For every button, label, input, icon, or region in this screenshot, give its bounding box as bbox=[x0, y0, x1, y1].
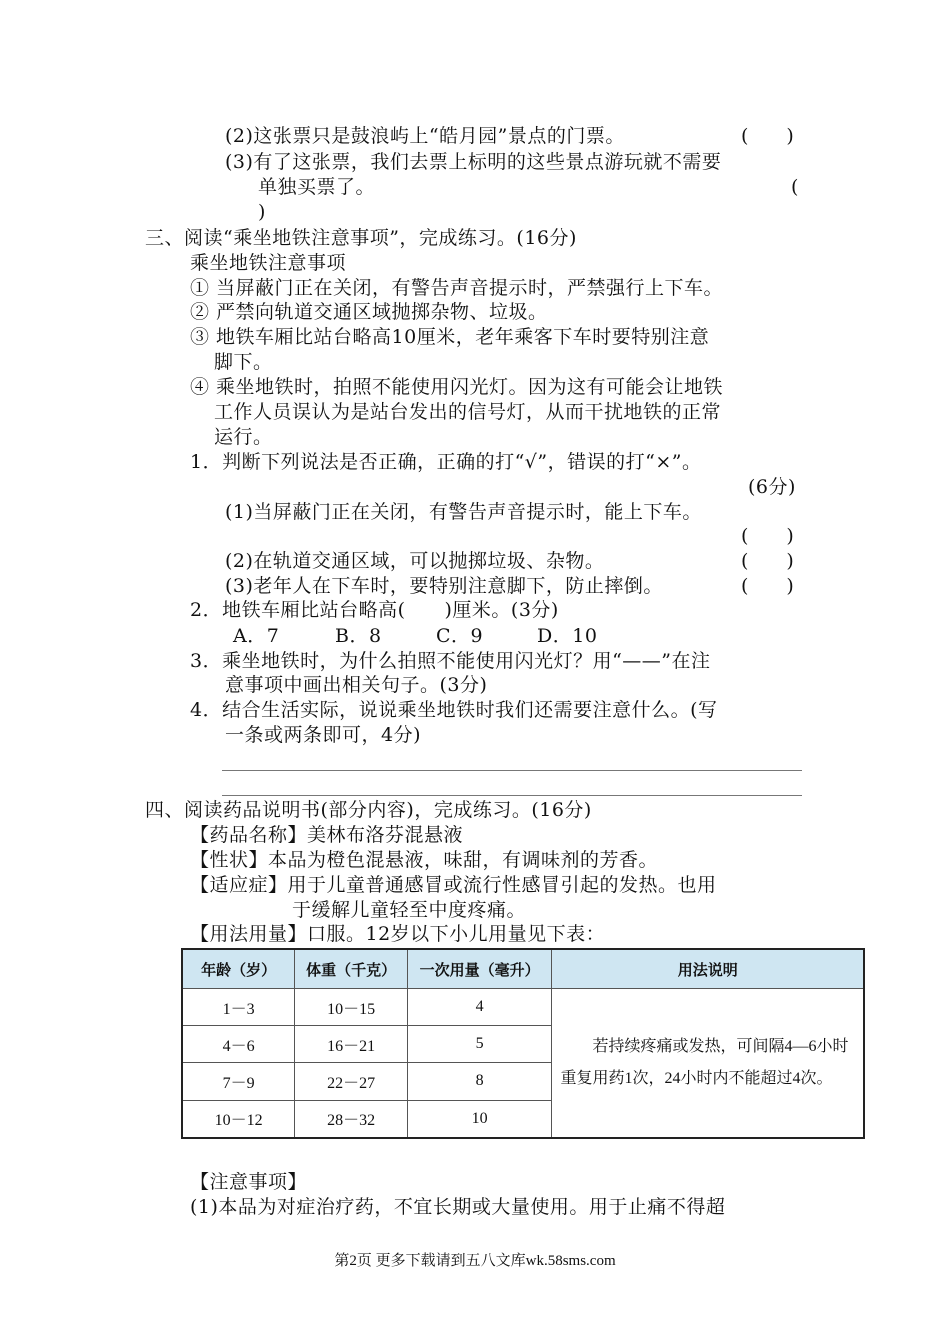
cell-age: 7－9 bbox=[182, 1063, 295, 1100]
usage-note bbox=[552, 989, 864, 1139]
column-header-usage: 用法说明 bbox=[552, 949, 864, 989]
caution-title: 【注意事项】 bbox=[190, 1171, 308, 1193]
cell-weight: 10－15 bbox=[295, 989, 408, 1026]
option-b[interactable]: B．8 bbox=[335, 625, 382, 647]
page-footer: 第2页 更多下载请到五八文库wk.58sms.com bbox=[334, 1253, 616, 1269]
cell-dose: 5 bbox=[407, 1026, 552, 1063]
cell-dose: 10 bbox=[407, 1100, 552, 1138]
drug-property: 【性状】本品为橙色混悬液，味甜，有调味剂的芳香。 bbox=[190, 849, 659, 871]
question-2: 2．地铁车厢比站台略高( )厘米。(3分) bbox=[190, 599, 559, 621]
notice-item-3: ③ 地铁车厢比站台略高10厘米，老年乘客下车时要特别注意 bbox=[190, 326, 710, 348]
notice-title: 乘坐地铁注意事项 bbox=[190, 252, 347, 274]
answer-blank[interactable]: ( ) bbox=[741, 125, 794, 147]
q1-item-2: (2)在轨道交通区域，可以抛掷垃圾、杂物。 bbox=[225, 550, 605, 572]
option-c[interactable]: C．9 bbox=[436, 625, 484, 647]
usage-note-text: 若持续疼痛或发热，可间隔4—6小时重复用药1次，24小时内不能超过4次。 bbox=[560, 1038, 849, 1087]
notice-item-1: ① 当屏蔽门正在关闭，有警告声音提示时，严禁强行上下车。 bbox=[190, 277, 724, 299]
section3-title: 三、阅读“乘坐地铁注意事项”，完成练习。(16分) bbox=[145, 227, 577, 249]
cell-age: 1－3 bbox=[182, 989, 295, 1026]
question-4-line1: 4．结合生活实际，说说乘坐地铁时我们还需要注意什么。(写 bbox=[190, 699, 718, 721]
drug-usage: 【用法用量】口服。12岁以下小儿用量见下表： bbox=[190, 923, 606, 945]
answer-blank-open[interactable]: ( bbox=[791, 176, 799, 198]
option-a[interactable]: A．7 bbox=[233, 625, 280, 647]
judge-item-2: (2)这张票只是鼓浪屿上“皓月园”景点的门票。 bbox=[225, 125, 625, 147]
answer-blank[interactable]: ( ) bbox=[741, 550, 794, 572]
column-header-age: 年龄（岁） bbox=[182, 949, 295, 989]
section4-title: 四、阅读药品说明书(部分内容)，完成练习。(16分) bbox=[145, 799, 592, 821]
cell-dose: 4 bbox=[407, 989, 552, 1026]
option-d[interactable]: D．10 bbox=[537, 625, 598, 647]
answer-line[interactable] bbox=[222, 770, 802, 771]
question-3-line1: 3．乘坐地铁时，为什么拍照不能使用闪光灯？用“——”在注 bbox=[190, 650, 711, 672]
drug-name: 【药品名称】美林布洛芬混悬液 bbox=[190, 824, 464, 846]
cell-age: 4－6 bbox=[182, 1026, 295, 1063]
answer-line[interactable] bbox=[222, 795, 802, 796]
judge-item-3-line2: 单独买票了。 bbox=[258, 176, 376, 198]
dosage-table bbox=[181, 948, 865, 1139]
answer-blank[interactable]: ( ) bbox=[741, 525, 794, 547]
cell-dose: 8 bbox=[407, 1063, 552, 1100]
cell-age: 10－12 bbox=[182, 1100, 295, 1138]
cell-weight: 22－27 bbox=[295, 1063, 408, 1100]
notice-item-3-cont: 脚下。 bbox=[214, 351, 273, 373]
cell-weight: 28－32 bbox=[295, 1100, 408, 1138]
answer-blank-close[interactable]: ) bbox=[258, 201, 266, 223]
question-1-score: (6分) bbox=[748, 476, 796, 498]
answer-blank[interactable]: ( ) bbox=[741, 575, 794, 597]
question-4-line2: 一条或两条即可，4分) bbox=[225, 724, 422, 746]
cell-weight: 16－21 bbox=[295, 1026, 408, 1063]
column-header-dose: 一次用量（毫升） bbox=[407, 949, 552, 989]
table-header-row bbox=[182, 949, 864, 989]
column-header-weight: 体重（千克） bbox=[295, 949, 408, 989]
q1-item-3: (3)老年人在下车时，要特别注意脚下，防止摔倒。 bbox=[225, 575, 663, 597]
q1-item-1: (1)当屏蔽门正在关闭，有警告声音提示时，能上下车。 bbox=[225, 501, 702, 523]
notice-item-4: ④ 乘坐地铁时，拍照不能使用闪光灯。因为这有可能会让地铁 bbox=[190, 376, 724, 398]
caution-item-1: (1)本品为对症治疗药，不宜长期或大量使用。用于止痛不得超 bbox=[190, 1196, 726, 1218]
notice-item-4-cont2: 运行。 bbox=[214, 426, 273, 448]
notice-item-4-cont1: 工作人员误认为是站台发出的信号灯，从而干扰地铁的正常 bbox=[214, 401, 722, 423]
judge-item-3-line1: (3)有了这张票，我们去票上标明的这些景点游玩就不需要 bbox=[225, 151, 722, 173]
table-row bbox=[182, 989, 864, 1026]
question-3-line2: 意事项中画出相关句子。(3分) bbox=[225, 674, 488, 696]
drug-indication-line1: 【适应症】用于儿童普通感冒或流行性感冒引起的发热。也用 bbox=[190, 874, 717, 896]
drug-indication-line2: 于缓解儿童轻至中度疼痛。 bbox=[292, 899, 527, 921]
notice-item-2: ② 严禁向轨道交通区域抛掷杂物、垃圾。 bbox=[190, 301, 548, 323]
question-1: 1．判断下列说法是否正确，正确的打“√”，错误的打“×”。 bbox=[190, 451, 702, 473]
